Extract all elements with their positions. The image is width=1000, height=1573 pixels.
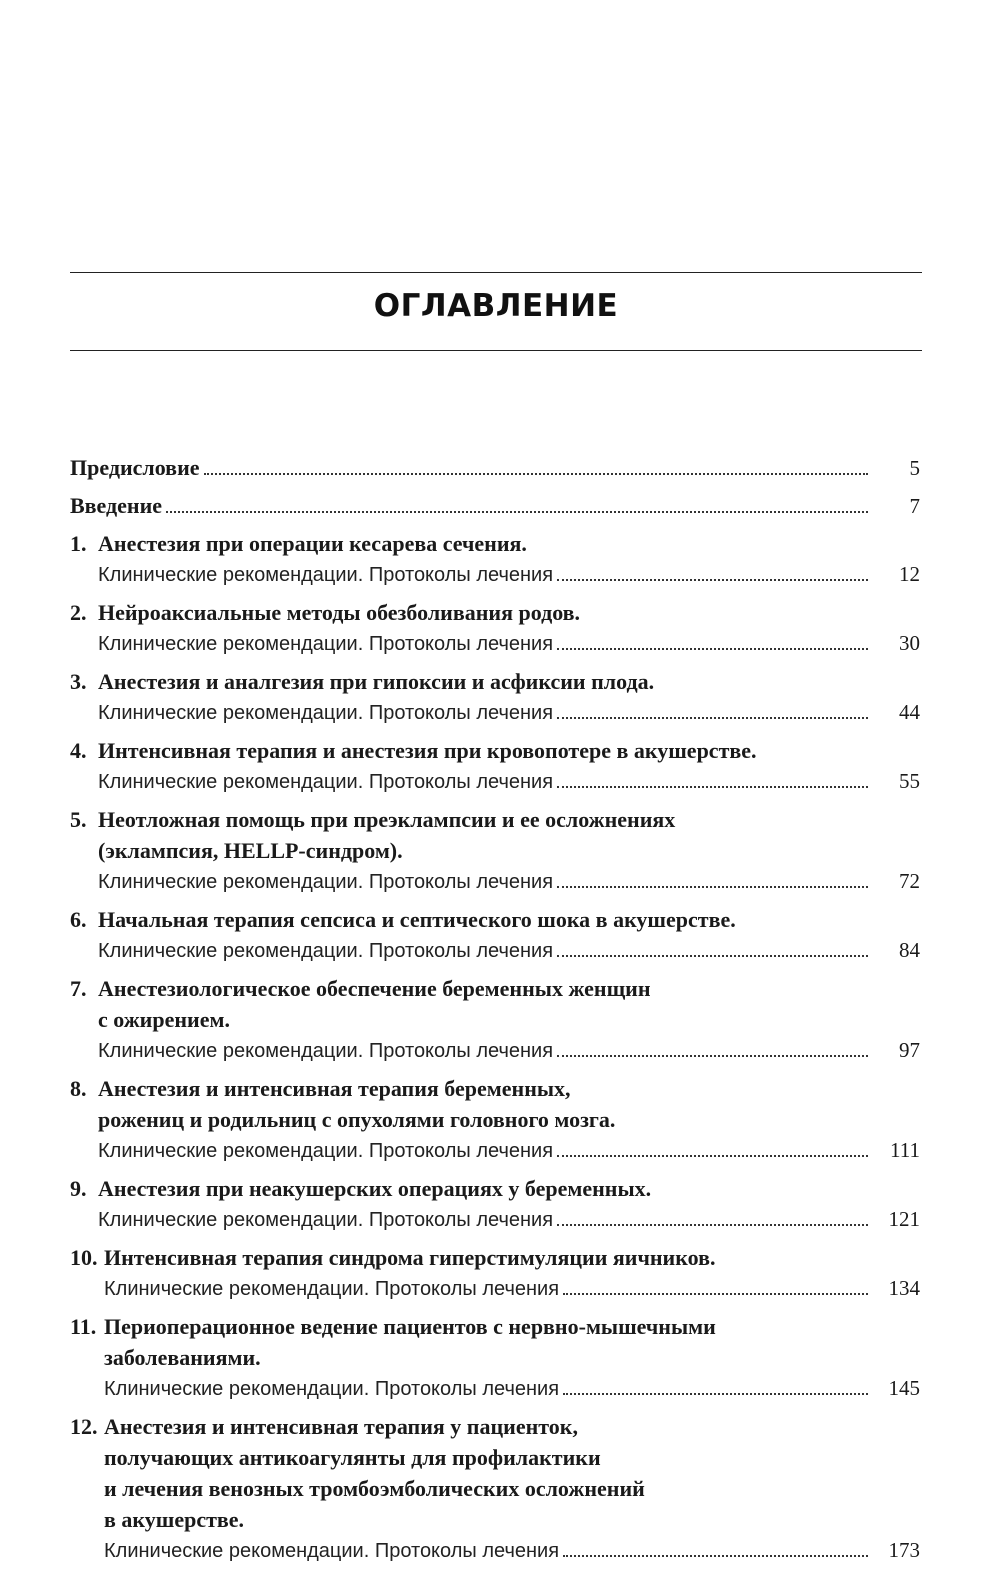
entry-number: 1. <box>70 531 87 556</box>
toc-line <box>70 1473 920 1504</box>
entry-number: 8. <box>70 1076 87 1101</box>
page-number: 12 <box>899 562 920 586</box>
entry-title: Анестезия при операции кесарева сечения. <box>98 531 527 556</box>
toc-line <box>70 735 920 766</box>
toc-line <box>70 1504 920 1535</box>
toc-entry[interactable] <box>70 1411 920 1567</box>
toc-line <box>70 1104 920 1135</box>
dot-leader <box>563 1392 868 1395</box>
page-number: 84 <box>899 938 920 962</box>
entry-number: 6. <box>70 907 87 932</box>
entry-title: Анестезия и аналгезия при гипоксии и асфиксии плода. <box>98 669 655 694</box>
toc-subline <box>70 866 920 898</box>
toc-entry[interactable] <box>70 1173 920 1236</box>
dot-leader <box>204 472 868 475</box>
dot-leader <box>557 716 868 719</box>
entry-title: Интенсивная терапия и анестезия при кровопотере в акушерстве. <box>98 738 757 763</box>
page-number: 55 <box>899 769 920 793</box>
page-number: 5 <box>909 456 920 480</box>
entry-title: Начальная терапия сепсиса и септического шока в акушерстве. <box>98 907 736 932</box>
page-title: ОГЛАВЛЕНИЕ <box>373 288 619 324</box>
toc-line <box>70 804 920 835</box>
entry-title: рожениц и родильниц с опухолями головного мозга. <box>98 1107 616 1132</box>
entry-number: 9. <box>70 1176 87 1201</box>
entry-number: 2. <box>70 600 87 625</box>
protocol-label: Клинические рекомендации. Протоколы лечения <box>98 1040 554 1062</box>
dot-leader <box>557 1054 868 1057</box>
protocol-label: Клинические рекомендации. Протоколы лечения <box>104 1278 560 1300</box>
entry-title: Анестезиологическое обеспечение беременных женщин <box>98 976 651 1001</box>
toc-subline <box>70 628 920 660</box>
table-of-contents <box>70 452 920 1573</box>
page-number: 121 <box>888 1207 920 1231</box>
dot-leader <box>563 1292 868 1295</box>
entry-title: Неотложная помощь при преэклампсии и ее осложнениях <box>98 807 676 832</box>
toc-line <box>70 1173 920 1204</box>
toc-line <box>70 597 920 628</box>
toc-subline <box>70 1273 920 1305</box>
toc-line <box>70 1342 920 1373</box>
top-rule <box>70 272 922 273</box>
entry-number: 7. <box>70 976 87 1001</box>
dot-leader <box>557 578 868 581</box>
toc-entry[interactable] <box>70 666 920 729</box>
page-number: 97 <box>899 1038 920 1062</box>
toc-line <box>70 1442 920 1473</box>
entry-title: Введение <box>70 493 163 518</box>
toc-entry[interactable] <box>70 804 920 898</box>
toc-entry[interactable] <box>70 1073 920 1167</box>
dot-leader <box>557 885 868 888</box>
toc-entry[interactable] <box>70 735 920 798</box>
entry-title: заболеваниями. <box>104 1345 261 1370</box>
dot-leader <box>557 647 868 650</box>
toc-line <box>70 1311 920 1342</box>
entry-number: 3. <box>70 669 87 694</box>
toc-subline <box>70 1204 920 1236</box>
entry-title: и лечения венозных тромбоэмболических осложнений <box>104 1476 645 1501</box>
toc-line <box>70 904 920 935</box>
entry-number: 11. <box>70 1314 97 1339</box>
protocol-label: Клинические рекомендации. Протоколы лечения <box>98 771 554 793</box>
dot-leader <box>563 1554 868 1557</box>
entry-title: Нейроаксиальные методы обезболивания родов. <box>98 600 581 625</box>
toc-subline <box>70 766 920 798</box>
toc-line <box>70 835 920 866</box>
toc-entry[interactable] <box>70 490 920 522</box>
toc-line <box>70 1073 920 1104</box>
entry-number: 10. <box>70 1245 98 1270</box>
dot-leader <box>557 1154 868 1157</box>
toc-subline <box>70 1535 920 1567</box>
toc-line <box>70 1411 920 1442</box>
entry-title: получающих антикоагулянты для профилактики <box>104 1445 601 1470</box>
page-number: 173 <box>888 1538 920 1562</box>
protocol-label: Клинические рекомендации. Протоколы лечения <box>98 633 554 655</box>
toc-line <box>70 666 920 697</box>
protocol-label: Клинические рекомендации. Протоколы лечения <box>98 1140 554 1162</box>
toc-subline <box>70 1373 920 1405</box>
entry-title: Интенсивная терапия синдрома гиперстимуляции яичников. <box>104 1245 716 1270</box>
toc-line <box>70 528 920 559</box>
toc-line <box>70 1004 920 1035</box>
toc-entry[interactable] <box>70 1242 920 1305</box>
toc-entry[interactable] <box>70 597 920 660</box>
entry-number: 12. <box>70 1414 98 1439</box>
page-number: 111 <box>890 1138 920 1162</box>
page-number: 44 <box>899 700 920 724</box>
toc-subline <box>70 697 920 729</box>
entry-title: Анестезия и интенсивная терапия у пациенток, <box>104 1414 578 1439</box>
protocol-label: Клинические рекомендации. Протоколы лечения <box>98 564 554 586</box>
page-number: 30 <box>899 631 920 655</box>
protocol-label: Клинические рекомендации. Протоколы лечения <box>98 702 554 724</box>
toc-entry[interactable] <box>70 1311 920 1405</box>
page-number: 7 <box>909 494 920 518</box>
protocol-label: Клинические рекомендации. Протоколы лечения <box>104 1540 560 1562</box>
toc-line <box>70 490 920 522</box>
page-number: 145 <box>888 1376 920 1400</box>
toc-subline <box>70 559 920 591</box>
protocol-label: Клинические рекомендации. Протоколы лечения <box>98 940 554 962</box>
entry-title: Периоперационное ведение пациентов с нервно-мышечными <box>104 1314 716 1339</box>
toc-entry[interactable] <box>70 973 920 1067</box>
toc-entry[interactable] <box>70 452 920 484</box>
dot-leader <box>557 1223 868 1226</box>
toc-line <box>70 973 920 1004</box>
entry-title: Анестезия и интенсивная терапия беременных, <box>98 1076 571 1101</box>
entry-title: (эклампсия, HELLP-синдром). <box>98 838 403 863</box>
dot-leader <box>557 785 868 788</box>
dot-leader <box>166 510 868 513</box>
toc-subline <box>70 1135 920 1167</box>
entry-number: 4. <box>70 738 87 763</box>
toc-subline <box>70 1035 920 1067</box>
bottom-rule <box>70 350 922 351</box>
toc-entry[interactable] <box>70 904 920 967</box>
toc-line <box>70 1242 920 1273</box>
entry-title: Анестезия при неакушерских операциях у беременных. <box>98 1176 652 1201</box>
entry-title: в акушерстве. <box>104 1507 245 1532</box>
protocol-label: Клинические рекомендации. Протоколы лечения <box>104 1378 560 1400</box>
protocol-label: Клинические рекомендации. Протоколы лечения <box>98 871 554 893</box>
entry-title: с ожирением. <box>98 1007 230 1032</box>
page-number: 134 <box>888 1276 920 1300</box>
toc-line <box>70 452 920 484</box>
protocol-label: Клинические рекомендации. Протоколы лечения <box>98 1209 554 1231</box>
toc-entry[interactable] <box>70 528 920 591</box>
toc-subline <box>70 935 920 967</box>
entry-number: 5. <box>70 807 87 832</box>
page-number: 72 <box>899 869 920 893</box>
entry-title: Предисловие <box>70 455 200 480</box>
dot-leader <box>557 954 868 957</box>
